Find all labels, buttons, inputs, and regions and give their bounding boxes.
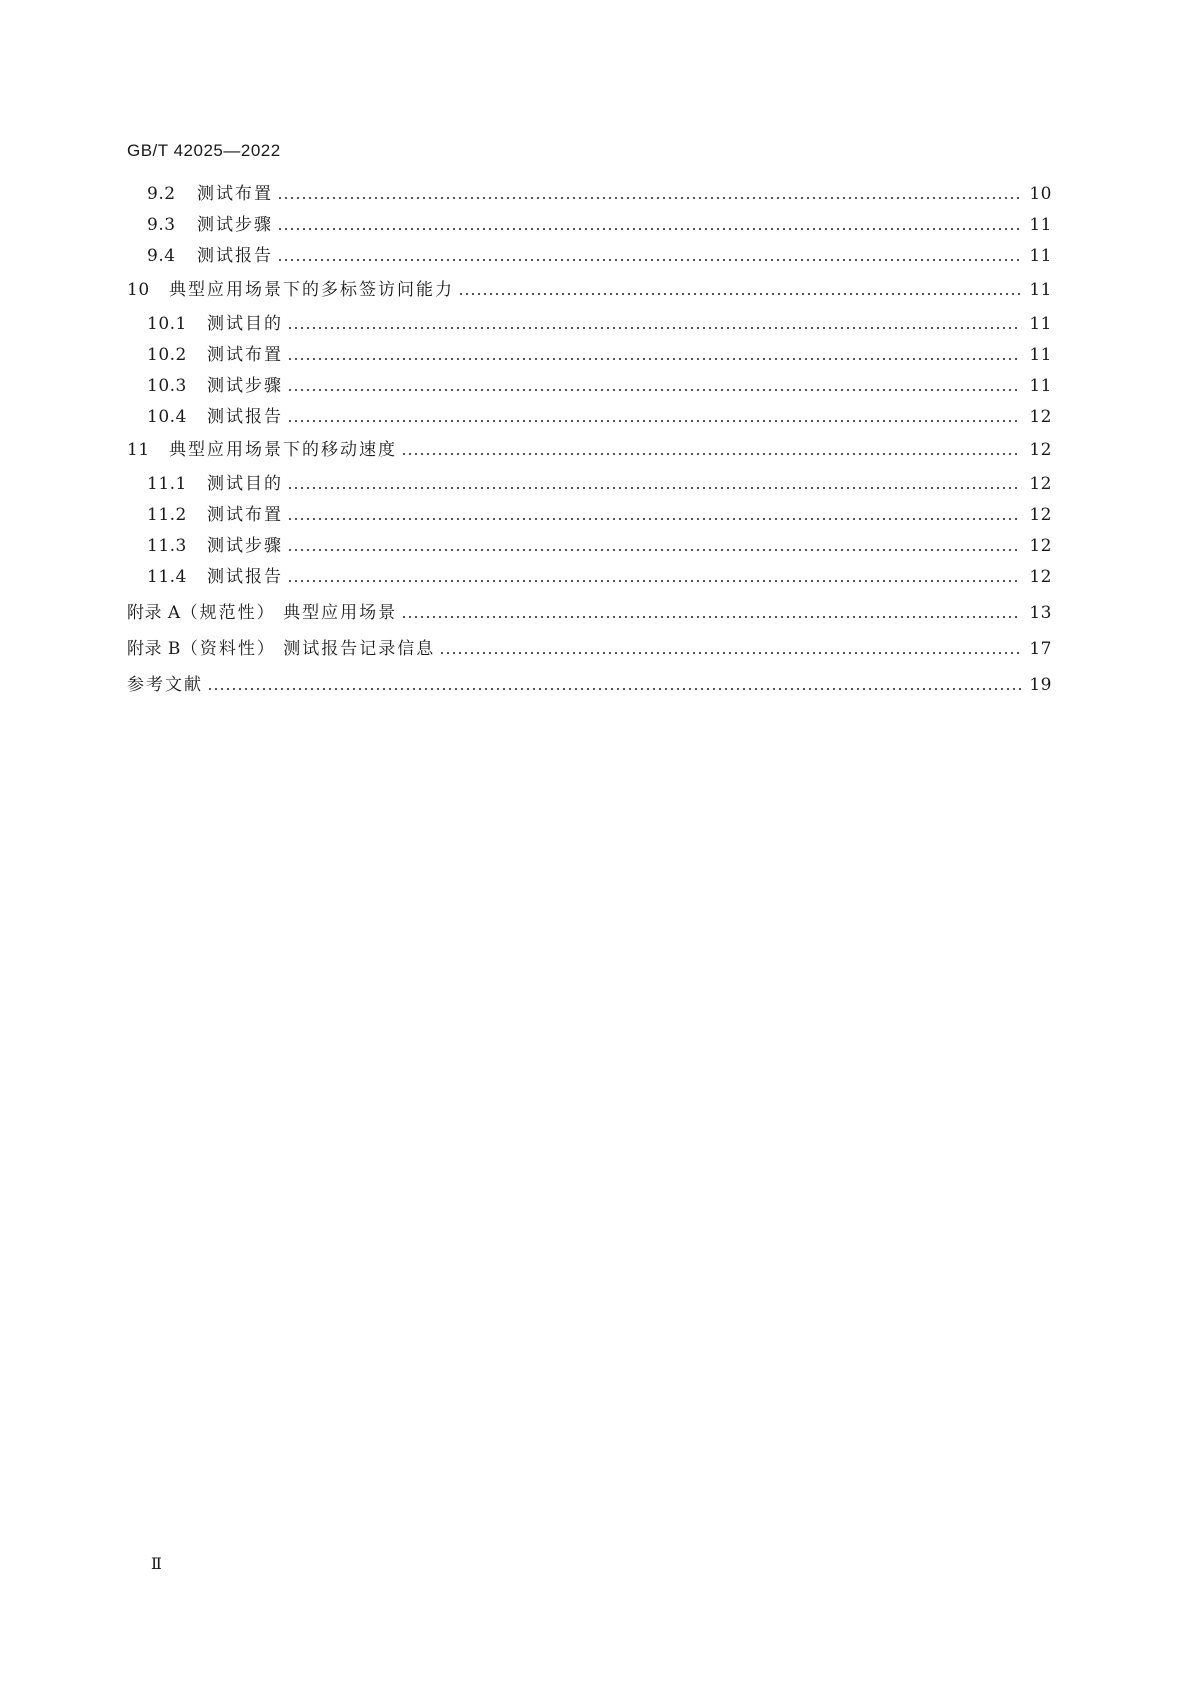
toc-title: 测试步骤: [207, 376, 283, 396]
toc-title: 测试报告: [207, 567, 283, 587]
toc-number: 9.4: [147, 246, 176, 266]
document-code: GB/T 42025—2022: [127, 141, 281, 160]
toc-number: 9.2: [147, 184, 176, 204]
toc-page-number: 12: [1029, 505, 1052, 525]
toc-page-number: 11: [1029, 345, 1052, 365]
toc-page-number: 13: [1029, 603, 1052, 623]
toc-entry-references[interactable]: [127, 672, 1052, 698]
toc-title: （资料性） 测试报告记录信息: [180, 639, 436, 659]
toc-entry-11-2[interactable]: [147, 502, 1052, 528]
toc-page-number: 12: [1029, 536, 1052, 556]
toc-leader-dots: [458, 293, 1021, 295]
toc-number: 11: [127, 440, 150, 460]
toc-entry-10[interactable]: [127, 277, 1052, 303]
toc-title: 测试报告: [197, 246, 273, 266]
toc-number: 10: [127, 280, 150, 300]
toc-page-number: 12: [1029, 440, 1052, 460]
toc-leader-dots: [287, 580, 1021, 582]
toc-entry-11-4[interactable]: [147, 564, 1052, 590]
toc-number: 11.4: [147, 567, 187, 587]
toc-number: 10.4: [147, 407, 187, 427]
toc-title: 测试布置: [197, 184, 273, 204]
toc-title: 测试报告: [207, 407, 283, 427]
toc-leader-dots: [439, 652, 1021, 654]
toc-title: 测试目的: [207, 474, 283, 494]
toc-page-number: 11: [1029, 376, 1052, 396]
toc-title: 测试步骤: [207, 536, 283, 556]
toc-entry-11-3[interactable]: [147, 533, 1052, 559]
toc-page-number: 12: [1029, 474, 1052, 494]
toc-title: 测试步骤: [197, 215, 273, 235]
toc-entry-appendix-b[interactable]: [127, 636, 1052, 662]
toc-leader-dots: [277, 259, 1021, 261]
toc-page-number: 12: [1029, 407, 1052, 427]
toc-entry-appendix-a[interactable]: [127, 600, 1052, 626]
toc-entry-9-4[interactable]: [147, 243, 1052, 269]
toc-page-number: 10: [1029, 184, 1052, 204]
toc-title: 参考文献: [127, 675, 203, 695]
toc-entry-10-4[interactable]: [147, 404, 1052, 430]
toc-title: 测试布置: [207, 505, 283, 525]
toc-title: 测试布置: [207, 345, 283, 365]
toc-entry-9-2[interactable]: [147, 181, 1052, 207]
toc-entry-9-3[interactable]: [147, 212, 1052, 238]
toc-leader-dots: [287, 327, 1021, 329]
toc-page-number: 11: [1029, 215, 1052, 235]
toc-number: 10.2: [147, 345, 187, 365]
toc-leader-dots: [207, 688, 1021, 690]
toc-leader-dots: [287, 487, 1021, 489]
toc-leader-dots: [287, 358, 1021, 360]
toc-page-number: 11: [1029, 314, 1052, 334]
toc-title: 测试目的: [207, 314, 283, 334]
page-number: Ⅱ: [151, 1554, 162, 1573]
toc-number: 11.1: [147, 474, 187, 494]
toc-page-number: 19: [1029, 675, 1052, 695]
toc-number: 11.3: [147, 536, 187, 556]
toc-title: 典型应用场景下的多标签访问能力: [169, 280, 454, 300]
toc-leader-dots: [277, 228, 1021, 230]
toc-leader-dots: [287, 420, 1021, 422]
toc-title: 典型应用场景下的移动速度: [169, 440, 397, 460]
toc-number: 9.3: [147, 215, 176, 235]
toc-entry-10-2[interactable]: [147, 342, 1052, 368]
toc-entry-10-3[interactable]: [147, 373, 1052, 399]
toc-page-number: 17: [1029, 639, 1052, 659]
toc-number: 10.1: [147, 314, 187, 334]
toc-page-number: 12: [1029, 567, 1052, 587]
toc-leader-dots: [401, 453, 1021, 455]
toc-entry-11-1[interactable]: [147, 471, 1052, 497]
toc-entry-10-1[interactable]: [147, 311, 1052, 337]
toc-leader-dots: [277, 197, 1021, 199]
toc-leader-dots: [287, 389, 1021, 391]
toc-number: 10.3: [147, 376, 187, 396]
toc-title: （规范性） 典型应用场景: [180, 603, 398, 623]
toc-entry-11[interactable]: [127, 437, 1052, 463]
toc-page-number: 11: [1029, 246, 1052, 266]
toc-leader-dots: [287, 518, 1021, 520]
toc-leader-dots: [401, 616, 1021, 618]
toc-leader-dots: [287, 549, 1021, 551]
toc-page-number: 11: [1029, 280, 1052, 300]
toc-number: 11.2: [147, 505, 187, 525]
toc-number: 附录 A: [127, 603, 181, 623]
toc-number: 附录 B: [127, 639, 181, 659]
